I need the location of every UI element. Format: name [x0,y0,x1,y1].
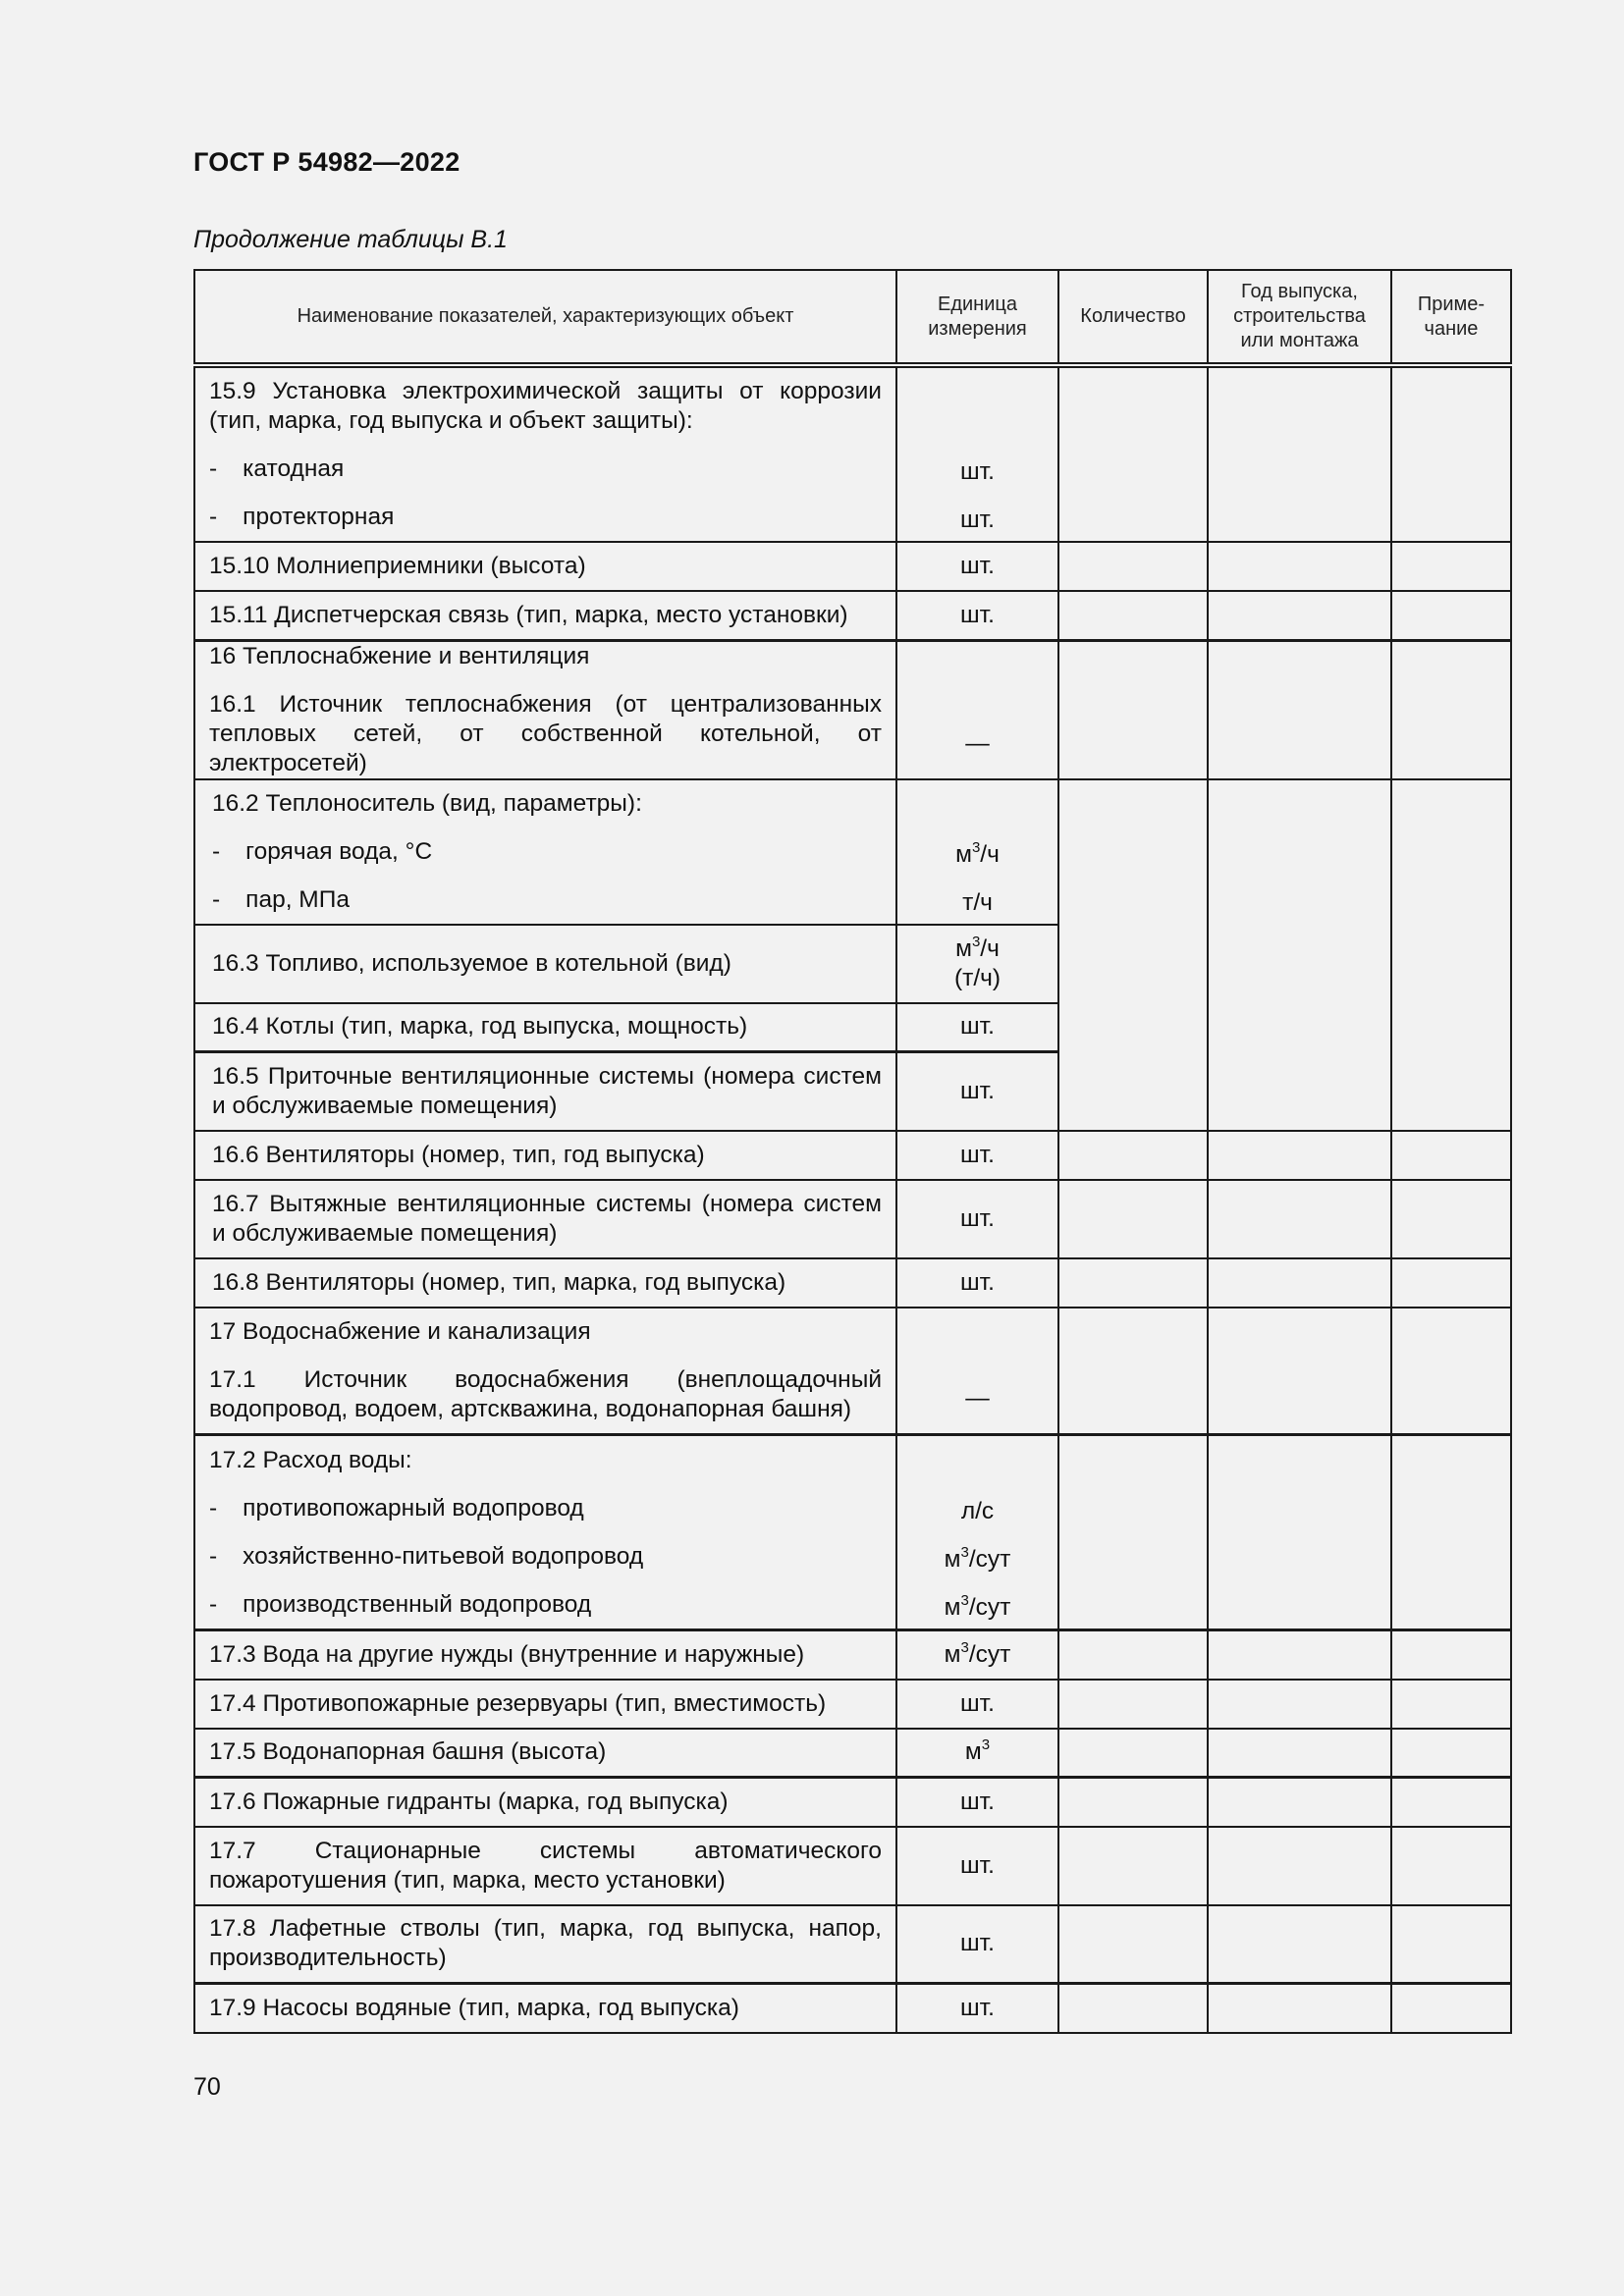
cell-name [194,1308,896,1435]
table-row [194,1778,1511,1827]
cell-qty [1058,779,1208,1131]
cell-unit: шт. [896,1778,1058,1827]
col-header-qty: Количество [1058,270,1208,365]
cell-year [1208,640,1391,779]
cell-note [1391,1308,1511,1435]
table-row [194,1435,1511,1630]
row-title: 15.9 Установка электрохимической защиты от коррозии (тип, марка, год выпуска и объект защиты): [209,378,882,434]
row-title: 17.2 Расход воды: [209,1446,412,1473]
cell-year [1208,591,1391,640]
list-dash: - [212,885,221,913]
cell-unit: шт. [896,1984,1058,2033]
table-row [194,365,1511,542]
cell-unit: шт. [896,542,1058,591]
cell-year [1208,542,1391,591]
cell-name: 15.11 Диспетчерская связь (тип, марка, место установки) [194,591,896,640]
unit-rest: /сут [968,1640,1011,1668]
cell-qty [1058,1778,1208,1827]
table-row [194,1984,1511,2033]
cell-qty [1058,1984,1208,2033]
cell-note [1391,1905,1511,1984]
cell-unit: шт. [896,1680,1058,1729]
cell-name [194,640,896,779]
list-item [209,454,882,484]
list-item [209,837,882,867]
list-item-text: горячая вода, °С [245,837,433,865]
list-item [209,1590,882,1620]
cell-name: 15.10 Молниеприемники (высота) [194,542,896,591]
unit-base: м [944,1594,961,1621]
cell-unit: шт. [896,591,1058,640]
unit-rest: /ч [980,840,1000,868]
cell-year [1208,1778,1391,1827]
cell-unit: шт. [896,1003,1058,1052]
list-item [209,885,882,915]
cell-name [194,1435,896,1630]
cell-unit: шт. [896,1180,1058,1258]
table-caption: Продолжение таблицы В.1 [193,226,508,253]
row-title: 17.1 Источник водоснабжения (внеплощадочный водопровод, водоем, артскважина, водонапорная башня) [209,1365,882,1422]
unit-rest: /ч [980,934,1000,962]
unit-base: м [944,1546,961,1573]
cell-note [1391,1778,1511,1827]
unit-value: т/ч [962,888,993,916]
table-row [194,1258,1511,1308]
cell-unit: — [896,640,1058,779]
cell-name: 17.7 Стационарные системы автоматического пожаротушения (тип, марка, место установки) [194,1827,896,1905]
cell-name [194,1003,896,1052]
cell-qty [1058,1905,1208,1984]
cell-year [1208,1258,1391,1308]
cell-unit: — [896,1308,1058,1435]
cell-qty [1058,640,1208,779]
cell-note [1391,779,1511,1131]
col-header-unit: Единица измерения [896,270,1058,365]
list-dash: - [209,1542,218,1570]
table-row [194,1180,1511,1258]
col-header-note: Приме-чание [1391,270,1511,365]
list-item-text: хозяйственно-питьевой водопровод [243,1542,644,1570]
unit-exponent: 3 [960,1592,969,1609]
col-header-year: Год выпуска, строительства или монтажа [1208,270,1391,365]
unit-value [897,1593,1057,1623]
list-item [209,1542,882,1572]
unit-base: м [955,840,972,868]
data-table [193,269,1512,2034]
table-row [194,1680,1511,1729]
unit-exponent: 3 [971,933,981,950]
cell-year [1208,1984,1391,2033]
list-dash: - [209,504,218,530]
cell-note [1391,1180,1511,1258]
cell-name: 17.9 Насосы водяные (тип, марка, год выпуска) [194,1984,896,2033]
cell-note [1391,1258,1511,1308]
section-title: 16 Теплоснабжение и вентиляция [209,642,590,669]
cell-note [1391,1984,1511,2033]
cell-name: 17.6 Пожарные гидранты (марка, год выпуска) [194,1778,896,1827]
table-row [194,1131,1511,1180]
cell-name [194,365,896,542]
document-header: ГОСТ Р 54982—2022 [193,147,460,177]
list-item [209,1494,882,1523]
cell-qty [1058,1435,1208,1630]
row-title: 16.6 Вентиляторы (номер, тип, год выпуска) [212,1141,705,1168]
cell-qty [1058,1729,1208,1778]
cell-unit: шт. [896,1905,1058,1984]
table-row [194,1630,1511,1680]
page-number: 70 [193,2073,221,2101]
cell-year [1208,365,1391,542]
cell-unit [896,779,1058,925]
list-dash: - [212,837,221,865]
cell-year [1208,1905,1391,1984]
table-row [194,1827,1511,1905]
cell-year [1208,1729,1391,1778]
cell-qty [1058,1180,1208,1258]
cell-unit: шт. [896,1258,1058,1308]
cell-note [1391,365,1511,542]
list-dash: - [209,1590,218,1618]
unit-exponent: 3 [981,1736,991,1754]
unit-exponent: 3 [971,838,981,856]
cell-qty [1058,1680,1208,1729]
list-item-text: противопожарный водопровод [243,1494,584,1522]
cell-qty [1058,542,1208,591]
unit-value [897,934,1057,964]
cell-note [1391,1131,1511,1180]
cell-note [1391,591,1511,640]
cell-unit [896,1630,1058,1680]
unit-exponent: 3 [960,1638,969,1656]
cell-unit [896,365,1058,542]
cell-note [1391,1827,1511,1905]
section-title: 17 Водоснабжение и канализация [209,1317,591,1345]
cell-year [1208,779,1391,1131]
cell-name: 16.5 Приточные вентиляционные системы (номера систем и обслуживаемые помещения) [194,1052,896,1131]
cell-name: 17.8 Лафетные стволы (тип, марка, год выпуска, напор, производительность) [194,1905,896,1984]
cell-qty [1058,1827,1208,1905]
unit-base: м [964,1738,982,1766]
cell-name [194,925,896,1003]
cell-qty [1058,365,1208,542]
cell-qty [1058,1308,1208,1435]
unit-value [897,1545,1057,1575]
cell-qty [1058,1131,1208,1180]
cell-unit: шт. [896,1052,1058,1131]
cell-year [1208,1630,1391,1680]
cell-qty [1058,1258,1208,1308]
unit-value: л/с [960,1498,995,1524]
cell-note [1391,542,1511,591]
unit-base: м [944,1640,961,1668]
list-item [209,503,882,532]
table-row [194,1905,1511,1984]
unit-exponent: 3 [960,1544,969,1561]
row-title: 16.1 Источник теплоснабжения (от централизованных тепловых сетей, от собственной котельной, от электросетей) [209,690,882,776]
cell-year [1208,1680,1391,1729]
row-title: 16.3 Топливо, используемое в котельной (вид) [212,949,731,977]
list-dash: - [209,1494,218,1522]
cell-year [1208,1827,1391,1905]
table-row [194,542,1511,591]
row-title: 16.2 Теплоноситель (вид, параметры): [212,789,642,817]
table-header-row [194,270,1511,365]
cell-year [1208,1435,1391,1630]
cell-year [1208,1131,1391,1180]
cell-name: 16.7 Вытяжные вентиляционные системы (номера систем и обслуживаемые помещения) [194,1180,896,1258]
cell-name: 17.4 Противопожарные резервуары (тип, вместимость) [194,1680,896,1729]
unit-value-alt: (т/ч) [953,964,1001,991]
cell-unit: шт. [896,1827,1058,1905]
cell-unit [896,1729,1058,1778]
unit-value: шт. [960,458,995,485]
cell-unit [896,1435,1058,1630]
cell-qty [1058,591,1208,640]
cell-unit [896,925,1058,1003]
cell-unit: шт. [896,1131,1058,1180]
list-dash: - [209,455,218,482]
list-item-text: пар, МПа [245,885,350,913]
list-item-text: катодная [243,455,345,482]
unit-value: шт. [960,507,995,533]
cell-note [1391,1680,1511,1729]
cell-year [1208,1180,1391,1258]
table-row [194,779,1511,925]
unit-value [897,840,1057,870]
cell-name: 17.3 Вода на другие нужды (внутренние и наружные) [194,1630,896,1680]
cell-name: 17.5 Водонапорная башня (высота) [194,1729,896,1778]
list-item-text: производственный водопровод [243,1590,592,1618]
cell-note [1391,1630,1511,1680]
cell-name [194,779,896,925]
cell-note [1391,640,1511,779]
list-item-text: протекторная [243,504,395,530]
cell-name [194,1258,896,1308]
table-row [194,591,1511,640]
cell-note [1391,1729,1511,1778]
unit-base: м [955,934,972,962]
table-row [194,1308,1511,1435]
cell-qty [1058,1630,1208,1680]
cell-note [1391,1435,1511,1630]
cell-name [194,1131,896,1180]
cell-year [1208,1308,1391,1435]
table-row [194,1729,1511,1778]
row-title: 16.4 Котлы (тип, марка, год выпуска, мощность) [212,1013,748,1041]
unit-rest: /сут [968,1594,1011,1621]
col-header-name: Наименование показателей, характеризующих объект [194,270,896,365]
row-title: 16.8 Вентиляторы (номер, тип, марка, год выпуска) [212,1268,786,1296]
table-row [194,640,1511,779]
unit-rest: /сут [968,1546,1011,1573]
